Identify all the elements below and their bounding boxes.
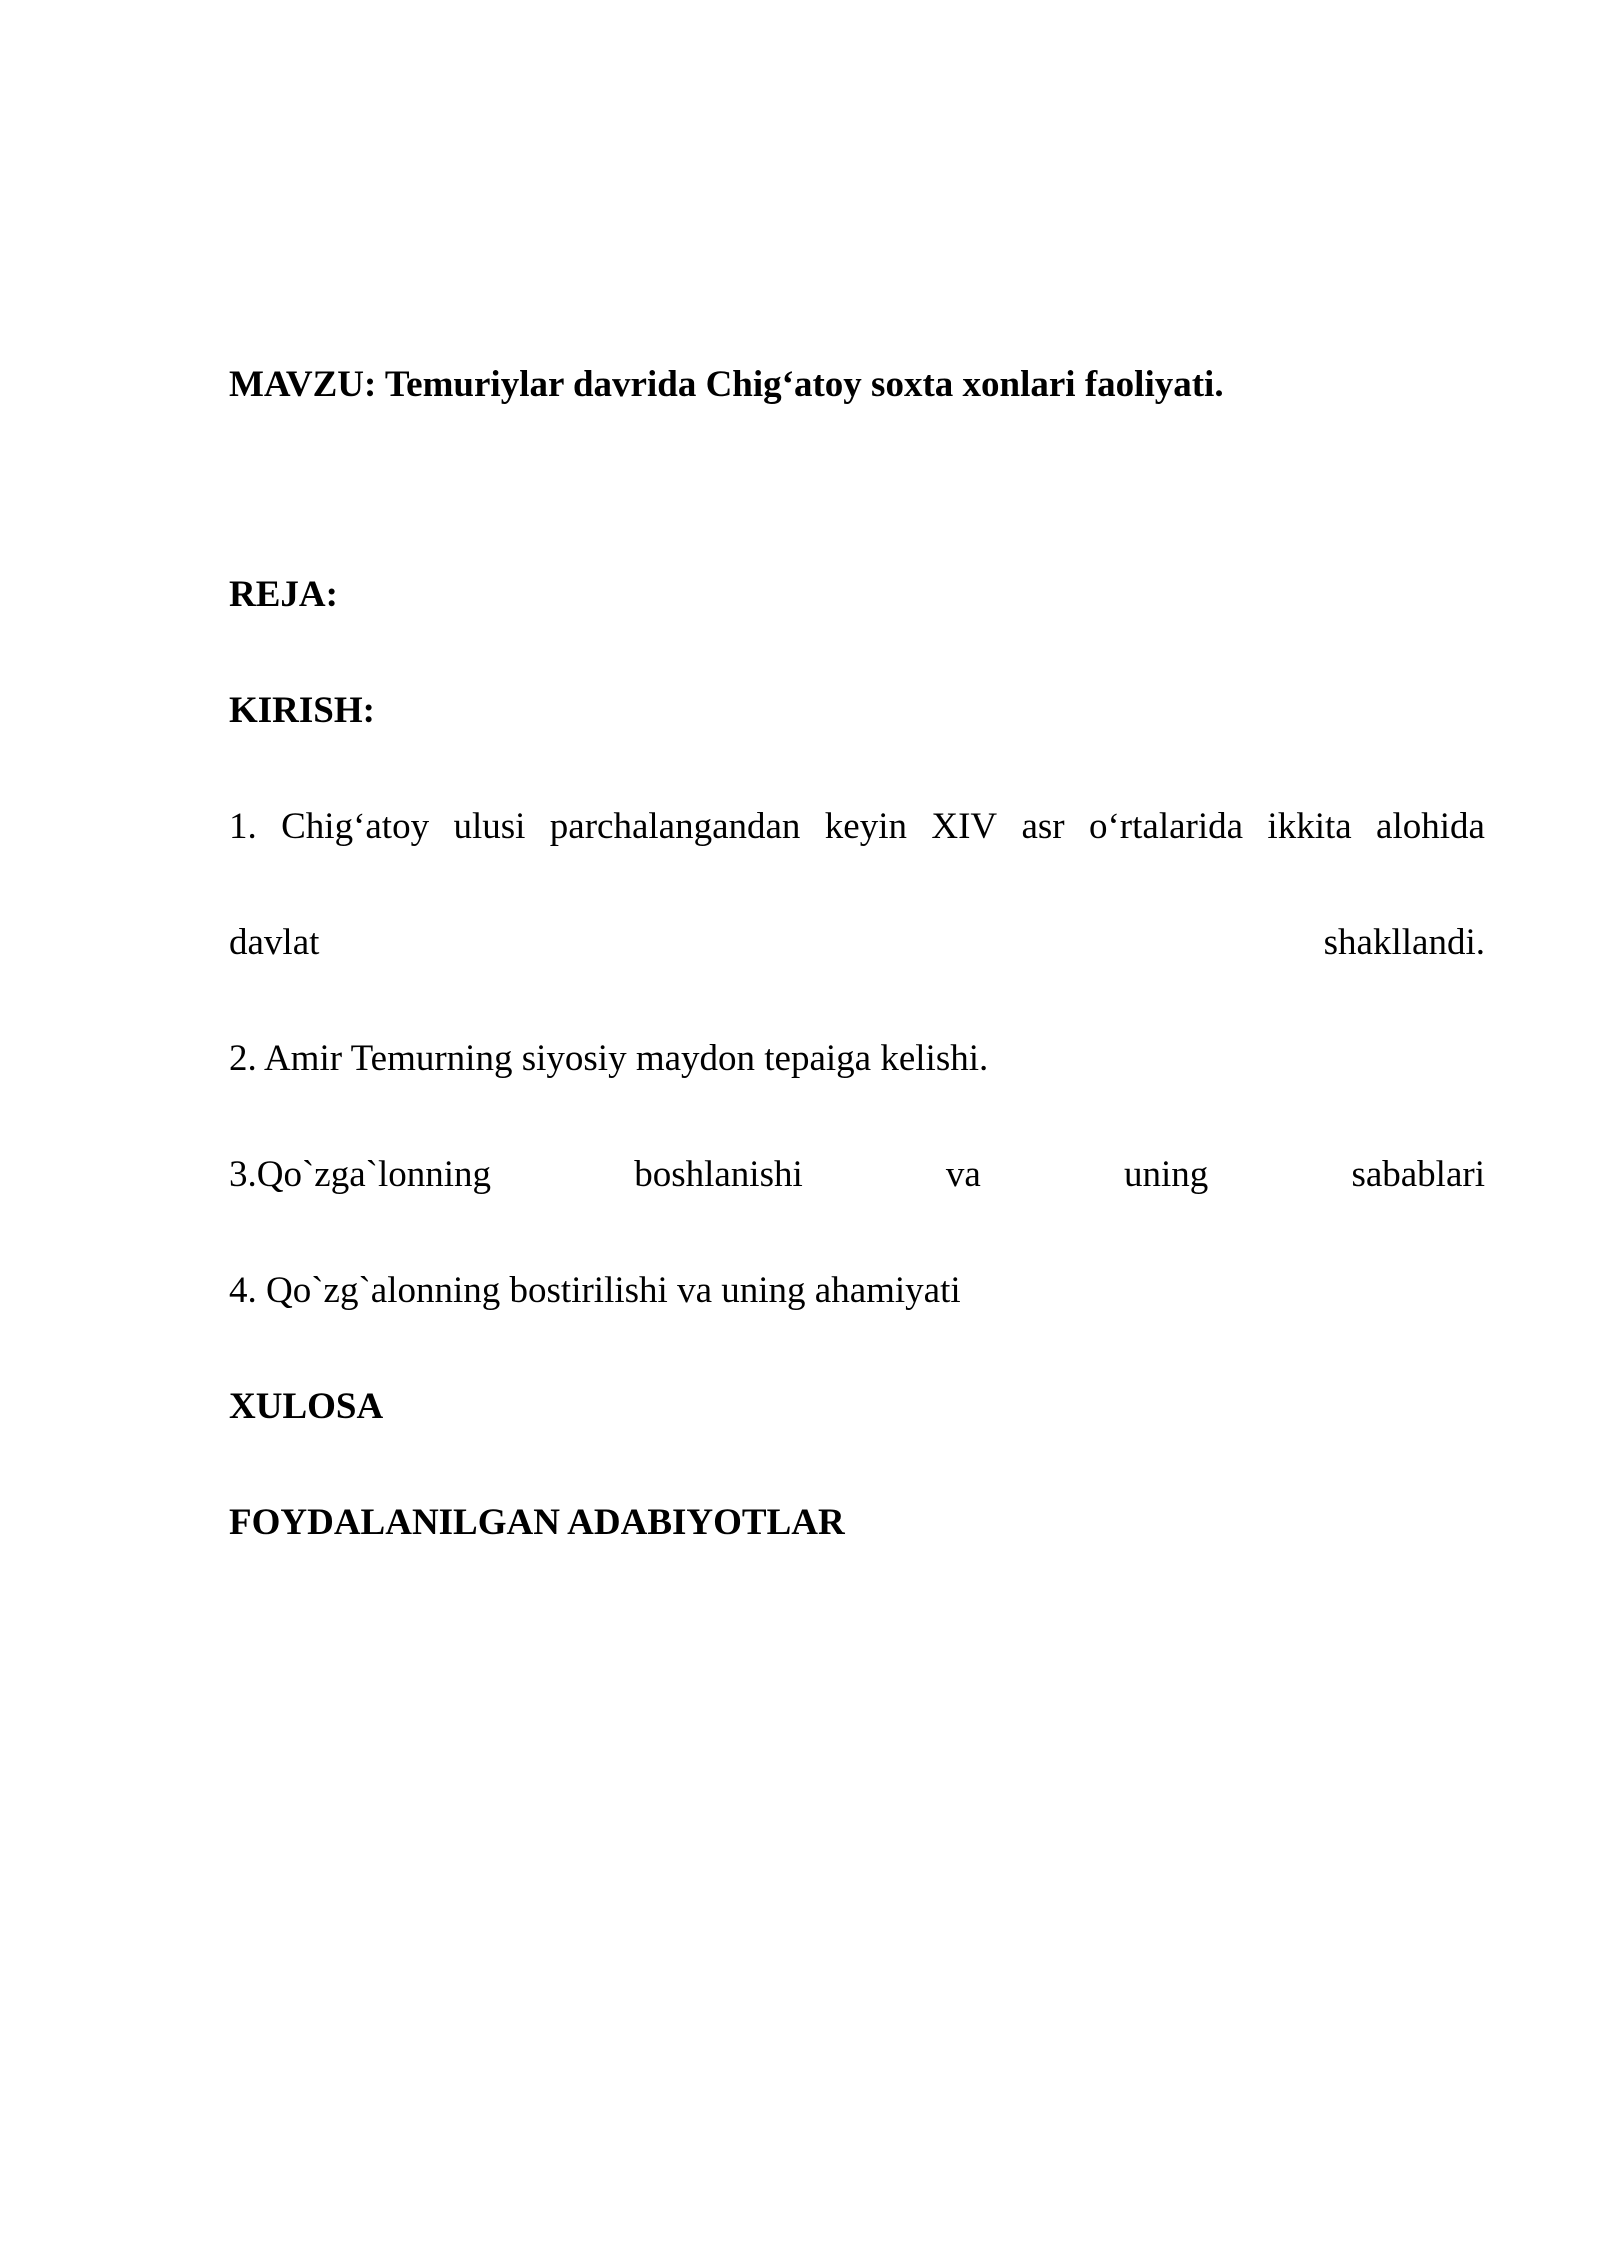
conclusion-heading: XULOSA xyxy=(229,1386,384,1427)
word: XIV xyxy=(931,806,998,847)
word: 1. xyxy=(229,806,257,847)
word: ikkita xyxy=(1267,806,1352,847)
word: keyin xyxy=(824,806,907,847)
plan-heading: REJA: xyxy=(229,574,338,615)
plan-item-2: 2. Amir Temurning siyosiy maydon tepaiga kelishi. xyxy=(229,1038,989,1079)
word: parchalangandan xyxy=(549,806,801,847)
word: sabablari xyxy=(1351,1154,1485,1195)
word: davlat xyxy=(229,922,320,963)
word: uning xyxy=(1124,1154,1209,1195)
plan-item-3 xyxy=(229,1153,1485,1197)
word: shakllandi. xyxy=(1323,922,1485,963)
word: alohida xyxy=(1376,806,1485,847)
plan-item-1-line-2 xyxy=(229,921,1485,965)
word: asr xyxy=(1021,806,1065,847)
document-title: MAVZU: Temuriylar davrida Chig‘atoy soxta xonlari faoliyati. xyxy=(229,364,1224,405)
word: ulusi xyxy=(453,806,526,847)
intro-heading: KIRISH: xyxy=(229,690,375,731)
plan-item-4: 4. Qo`zg`alonning bostirilishi va uning ahamiyati xyxy=(229,1270,961,1311)
word: Chig‘atoy xyxy=(281,806,430,847)
word: o‘rtalarida xyxy=(1088,806,1244,847)
word: boshlanishi xyxy=(634,1154,803,1195)
word: 3.Qo`zga`lonning xyxy=(229,1154,492,1195)
references-heading: FOYDALANILGAN ADABIYOTLAR xyxy=(229,1502,845,1543)
plan-item-1-line-1 xyxy=(229,805,1485,849)
word: va xyxy=(945,1154,981,1195)
